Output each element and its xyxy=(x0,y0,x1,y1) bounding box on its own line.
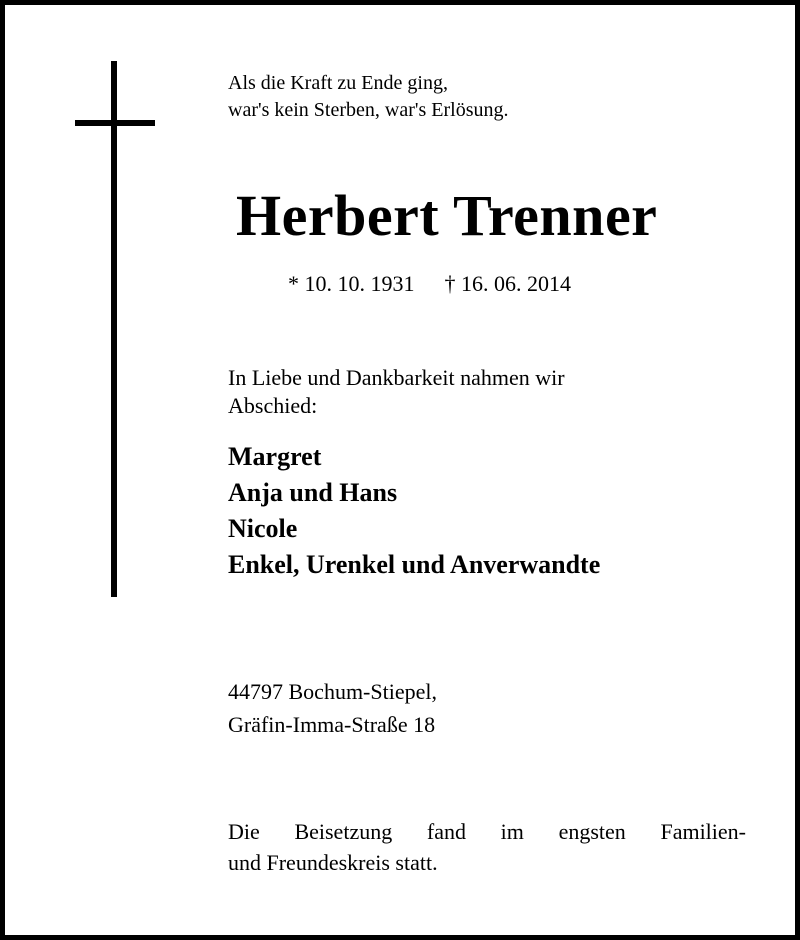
funeral-line-1: Die Beisetzung fand im engsten Familien- xyxy=(228,819,746,844)
address-line-2: Gräfin-Imma-Straße 18 xyxy=(228,712,436,737)
death-date: † 16. 06. 2014 xyxy=(444,271,571,296)
life-dates xyxy=(288,270,571,298)
birth-date: * 10. 10. 1931 xyxy=(288,271,415,296)
farewell-line-2: Abschied: xyxy=(228,393,318,418)
cross-icon xyxy=(111,61,117,597)
motto-line-2: war's kein Sterben, war's Erlösung. xyxy=(228,99,509,121)
farewell-text xyxy=(228,364,565,420)
mourner-name: Anja und Hans xyxy=(228,478,398,507)
deceased-name: Herbert Trenner xyxy=(236,183,658,248)
mourners-list xyxy=(228,439,600,583)
address-line-1: 44797 Bochum-Stiepel, xyxy=(228,679,437,704)
address-block xyxy=(228,675,437,741)
motto-line-1: Als die Kraft zu Ende ging, xyxy=(228,72,448,94)
mourner-name: Enkel, Urenkel und Anverwandte xyxy=(228,550,601,579)
cross-icon-crossbar xyxy=(75,120,155,126)
funeral-line-2: und Freundeskreis statt. xyxy=(228,850,438,875)
motto-verse xyxy=(228,70,508,124)
mourner-name: Margret xyxy=(228,442,322,471)
funeral-notice xyxy=(228,816,746,878)
farewell-line-1: In Liebe und Dankbarkeit nahmen wir xyxy=(228,365,565,390)
mourner-name: Nicole xyxy=(228,514,298,543)
